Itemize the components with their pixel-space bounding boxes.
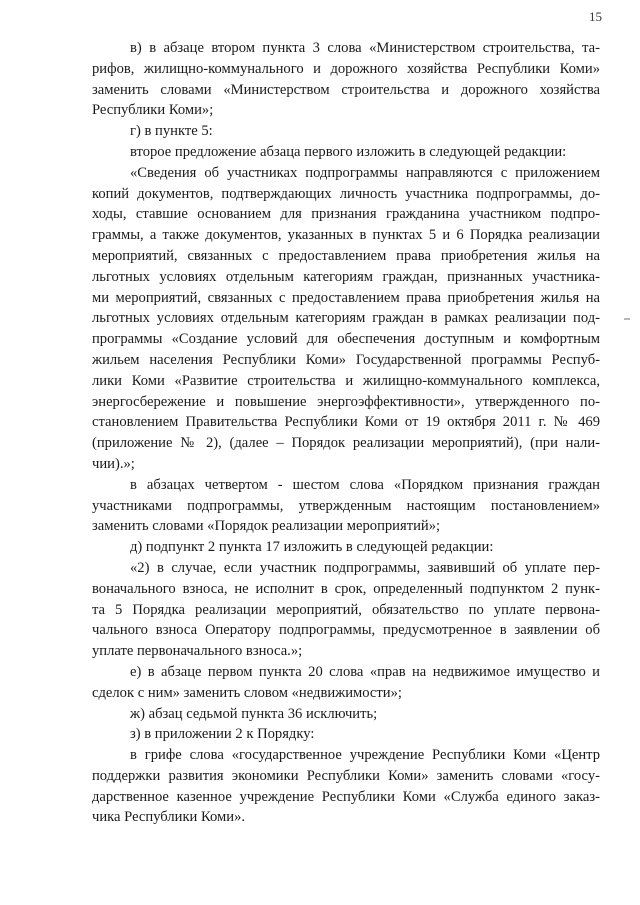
paragraph-line: мероприятий, связанных с предоставлением права приобретения жилья на [92,247,600,264]
paragraph-line: рифов, жилищно-коммунального и дорожного хозяйства Республики Коми» [92,60,600,77]
paragraph-line: лики Коми «Развитие строительства и жилищно-коммунального комплекса, [92,372,600,389]
page-number: 15 [589,9,602,24]
paragraph [92,38,600,121]
paragraph-line: воначального взноса, не исполнит в срок, определенный подпунктом 2 пунк- [92,580,600,597]
paragraph-line: заменить словами «Порядок реализации мероприятий»; [92,518,441,535]
paragraph [92,558,600,662]
paragraph [92,745,600,828]
paragraph [92,537,600,558]
paragraph [92,662,600,704]
paragraph [92,163,600,475]
paragraph-line: та 5 Порядка реализации мероприятий, обязательство по уплате первона- [92,601,600,618]
paragraph [92,475,600,537]
paragraph-line: второе предложение абзаца первого изложить в следующей редакции: [130,143,567,160]
paragraph-line: г) в пункте 5: [130,123,213,140]
paragraph-line: льготных условиях отдельным категориям граждан, признанных участника- [92,268,600,285]
paragraph-line: участниками подпрограммы, утвержденным настоящим постановлением» [92,497,600,514]
document-body [92,38,600,828]
paragraph-line: программы «Создание условий для обеспечения доступным и комфортным [92,331,600,348]
paragraph-line: граммы, а также документов, указанных в пунктах 5 и 6 Порядка реализации [92,227,600,244]
paragraph-line: заменить словами «Министерством строительства и дорожного хозяйства [92,81,600,98]
paragraph [92,704,600,725]
paragraph-line: ж) абзац седьмой пункта 36 исключить; [130,705,378,722]
paragraph-line: сделок с ним» заменить словом «недвижимости»; [92,684,402,701]
paragraph [92,724,600,745]
paragraph-line: становлением Правительства Республики Коми от 19 октября 2011 г. № 469 [92,414,600,431]
paragraph-line: копий документов, подтверждающих личность участника подпрограммы, до- [92,185,600,202]
paragraph-line: жильем населения Республики Коми» Государственной программы Респуб- [92,351,600,368]
paragraph [92,142,600,163]
paragraph-line: чика Республики Коми». [92,809,246,826]
paragraph-line: энергосбережение и повышение энергоэффективности», утвержденного по- [92,393,600,410]
paragraph-line: «Сведения об участниках подпрограммы направляются с приложением [130,164,600,181]
paragraph-line: уплате первоначального взноса.»; [92,643,303,660]
paragraph-line: д) подпункт 2 пункта 17 изложить в следующей редакции: [130,539,494,556]
paragraph-line: в грифе слова «государственное учреждение Республики Коми «Центр [130,747,600,764]
paragraph-line: ми мероприятий, связанных с предоставлением права приобретения жилья на [92,289,600,306]
margin-mark [624,318,630,320]
paragraph [92,121,600,142]
paragraph-line: поддержки развития экономики Республики Коми» заменить словами «госу- [92,767,600,784]
paragraph-line: «2) в случае, если участник подпрограммы, заявивший об уплате пер- [130,559,600,576]
paragraph-line: чального взноса Оператору подпрограммы, предусмотренное в заявлении об [92,622,600,639]
paragraph-line: дарственное казенное учреждение Республики Коми «Служба единого заказ- [92,788,600,805]
paragraph-line: з) в приложении 2 к Порядку: [130,726,315,743]
paragraph-line: чии).»; [92,455,135,472]
paragraph-line: в абзацах четвертом - шестом слова «Порядком признания граждан [130,476,600,493]
paragraph-line: ходы, ставшие основанием для признания гражданина участником подпро- [92,206,600,223]
paragraph-line: в) в абзаце втором пункта 3 слова «Министерством строительства, та- [130,40,600,56]
paragraph-line: е) в абзаце первом пункта 20 слова «прав на недвижимое имущество и [130,663,600,680]
paragraph-line: льготных условиях отдельным категориям граждан в рамках реализации под- [92,310,600,327]
paragraph-line: (приложение № 2), (далее – Порядок реализации мероприятий), (при нали- [92,435,600,452]
paragraph-line: Республики Коми»; [92,102,214,119]
